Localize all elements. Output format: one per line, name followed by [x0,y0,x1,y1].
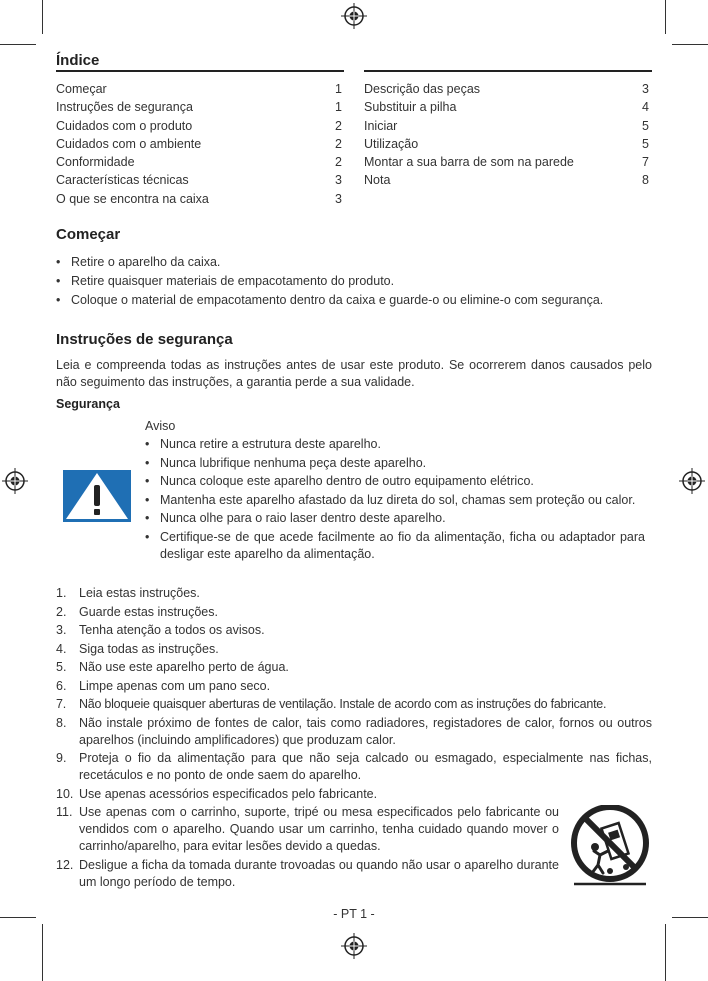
section-title-start: Começar [56,226,121,243]
toc-entry[interactable]: Iniciar 5 [364,118,649,133]
list-item: 8. Não instale próximo de fontes de calor, tais como radiadores, registadores de calor, fornos ou outros aparelhos (incluindo amplificadores) que produzam calor. [56,715,652,747]
list-item: 6. Limpe apenas com um pano seco. [56,678,271,693]
list-item: 7. Não bloqueie quaisquer aberturas de ventilação. Instale de acordo com as instruções do fabricante. [56,697,607,711]
registration-mark-icon [341,933,367,959]
index-rule-right [364,70,652,72]
cart-tip-over-icon [570,805,650,887]
safety-numbered-list [56,585,652,892]
toc-entry[interactable]: Cuidados com o ambiente 2 [56,136,342,151]
toc-entry[interactable]: Começar 1 [56,82,342,96]
list-item: 11. Use apenas com o carrinho, suporte, tripé ou mesa especificados pelo fabricante ou vendidos com o aparelho. Quando usar um carrinho, tenha cuidado quando mover o carrinho/aparelho, para evitar lesões devido a quedas. [56,805,559,853]
crop-mark [0,44,36,45]
list-item: • Nunca coloque este aparelho dentro de outro equipamento elétrico. [145,473,645,490]
page-number: - PT 1 - [333,907,375,921]
list-item: • Coloque o material de empacotamento dentro da caixa e guarde-o ou elimine-o com segurança. [56,291,656,310]
crop-mark [672,44,708,45]
list-item: • Mantenha este aparelho afastado da luz direta do sol, chamas sem proteção ou calor. [145,492,645,509]
toc-entry[interactable]: Utilização 5 [364,136,649,151]
safety-subtitle: Segurança [56,397,120,411]
crop-mark [665,924,666,981]
toc-entry[interactable]: Características técnicas 3 [56,173,342,188]
list-item: • Nunca olhe para o raio laser dentro deste aparelho. [145,510,645,527]
crop-mark [42,0,43,34]
list-item: • Certifique-se de que acede facilmente ao fio da alimentação, ficha ou adaptador para desligar este aparelho da alimentação. [145,529,645,563]
toc-entry[interactable]: Conformidade 2 [56,155,342,170]
toc-entry[interactable]: Nota 8 [364,173,649,188]
toc-entry[interactable]: Montar a sua barra de som na parede 7 [364,155,649,170]
toc-entry[interactable]: Instruções de segurança 1 [56,100,342,115]
warning-heading: Aviso [145,419,176,433]
registration-mark-icon [341,3,367,29]
list-item: 5. Não use este aparelho perto de água. [56,660,289,674]
list-item: 9. Proteja o fio da alimentação para que não seja calcado ou esmagado, especialmente nas fichas, recetáculos e no ponto de onde saem do aparelho. [56,751,652,782]
crop-mark [42,924,43,981]
list-item: 3. Tenha atenção a todos os avisos. [56,623,265,637]
toc-entry[interactable]: Cuidados com o produto 2 [56,118,342,133]
list-item: 4. Siga todas as instruções. [56,641,219,656]
warning-list [145,436,645,565]
list-item: 10. Use apenas acessórios especificados pelo fabricante. [56,786,378,801]
crop-mark [665,0,666,34]
list-item: 1. Leia estas instruções. [56,586,200,600]
safety-intro: Leia e compreenda todas as instruções antes de usar este produto. Se ocorrerem danos causados pelo não seguimento das instruções, a garantia perde a sua validade. [56,358,652,389]
list-item: • Retire quaisquer materiais de empacotamento do produto. [56,272,656,291]
index-rule-left [56,70,344,72]
registration-mark-icon [2,468,28,494]
toc-entry[interactable]: O que se encontra na caixa 3 [56,191,342,206]
list-item: 2. Guarde estas instruções. [56,604,218,619]
index-title: Índice [56,52,100,69]
section-title-safety: Instruções de segurança [56,331,233,348]
start-list [56,253,656,310]
warning-triangle-icon [63,470,131,522]
registration-mark-icon [679,468,705,494]
list-item: • Nunca retire a estrutura deste aparelho. [145,436,645,453]
toc-right [364,80,649,190]
list-item: • Nunca lubrifique nenhuma peça deste aparelho. [145,455,645,472]
list-item: 12. Desligue a ficha da tomada durante trovoadas ou quando não usar o aparelho durante um longo período de tempo. [56,857,559,889]
toc-entry[interactable]: Substituir a pilha 4 [364,100,649,115]
toc-entry[interactable]: Descrição das peças 3 [364,82,649,96]
toc-left [56,80,342,208]
list-item: • Retire o aparelho da caixa. [56,253,656,272]
